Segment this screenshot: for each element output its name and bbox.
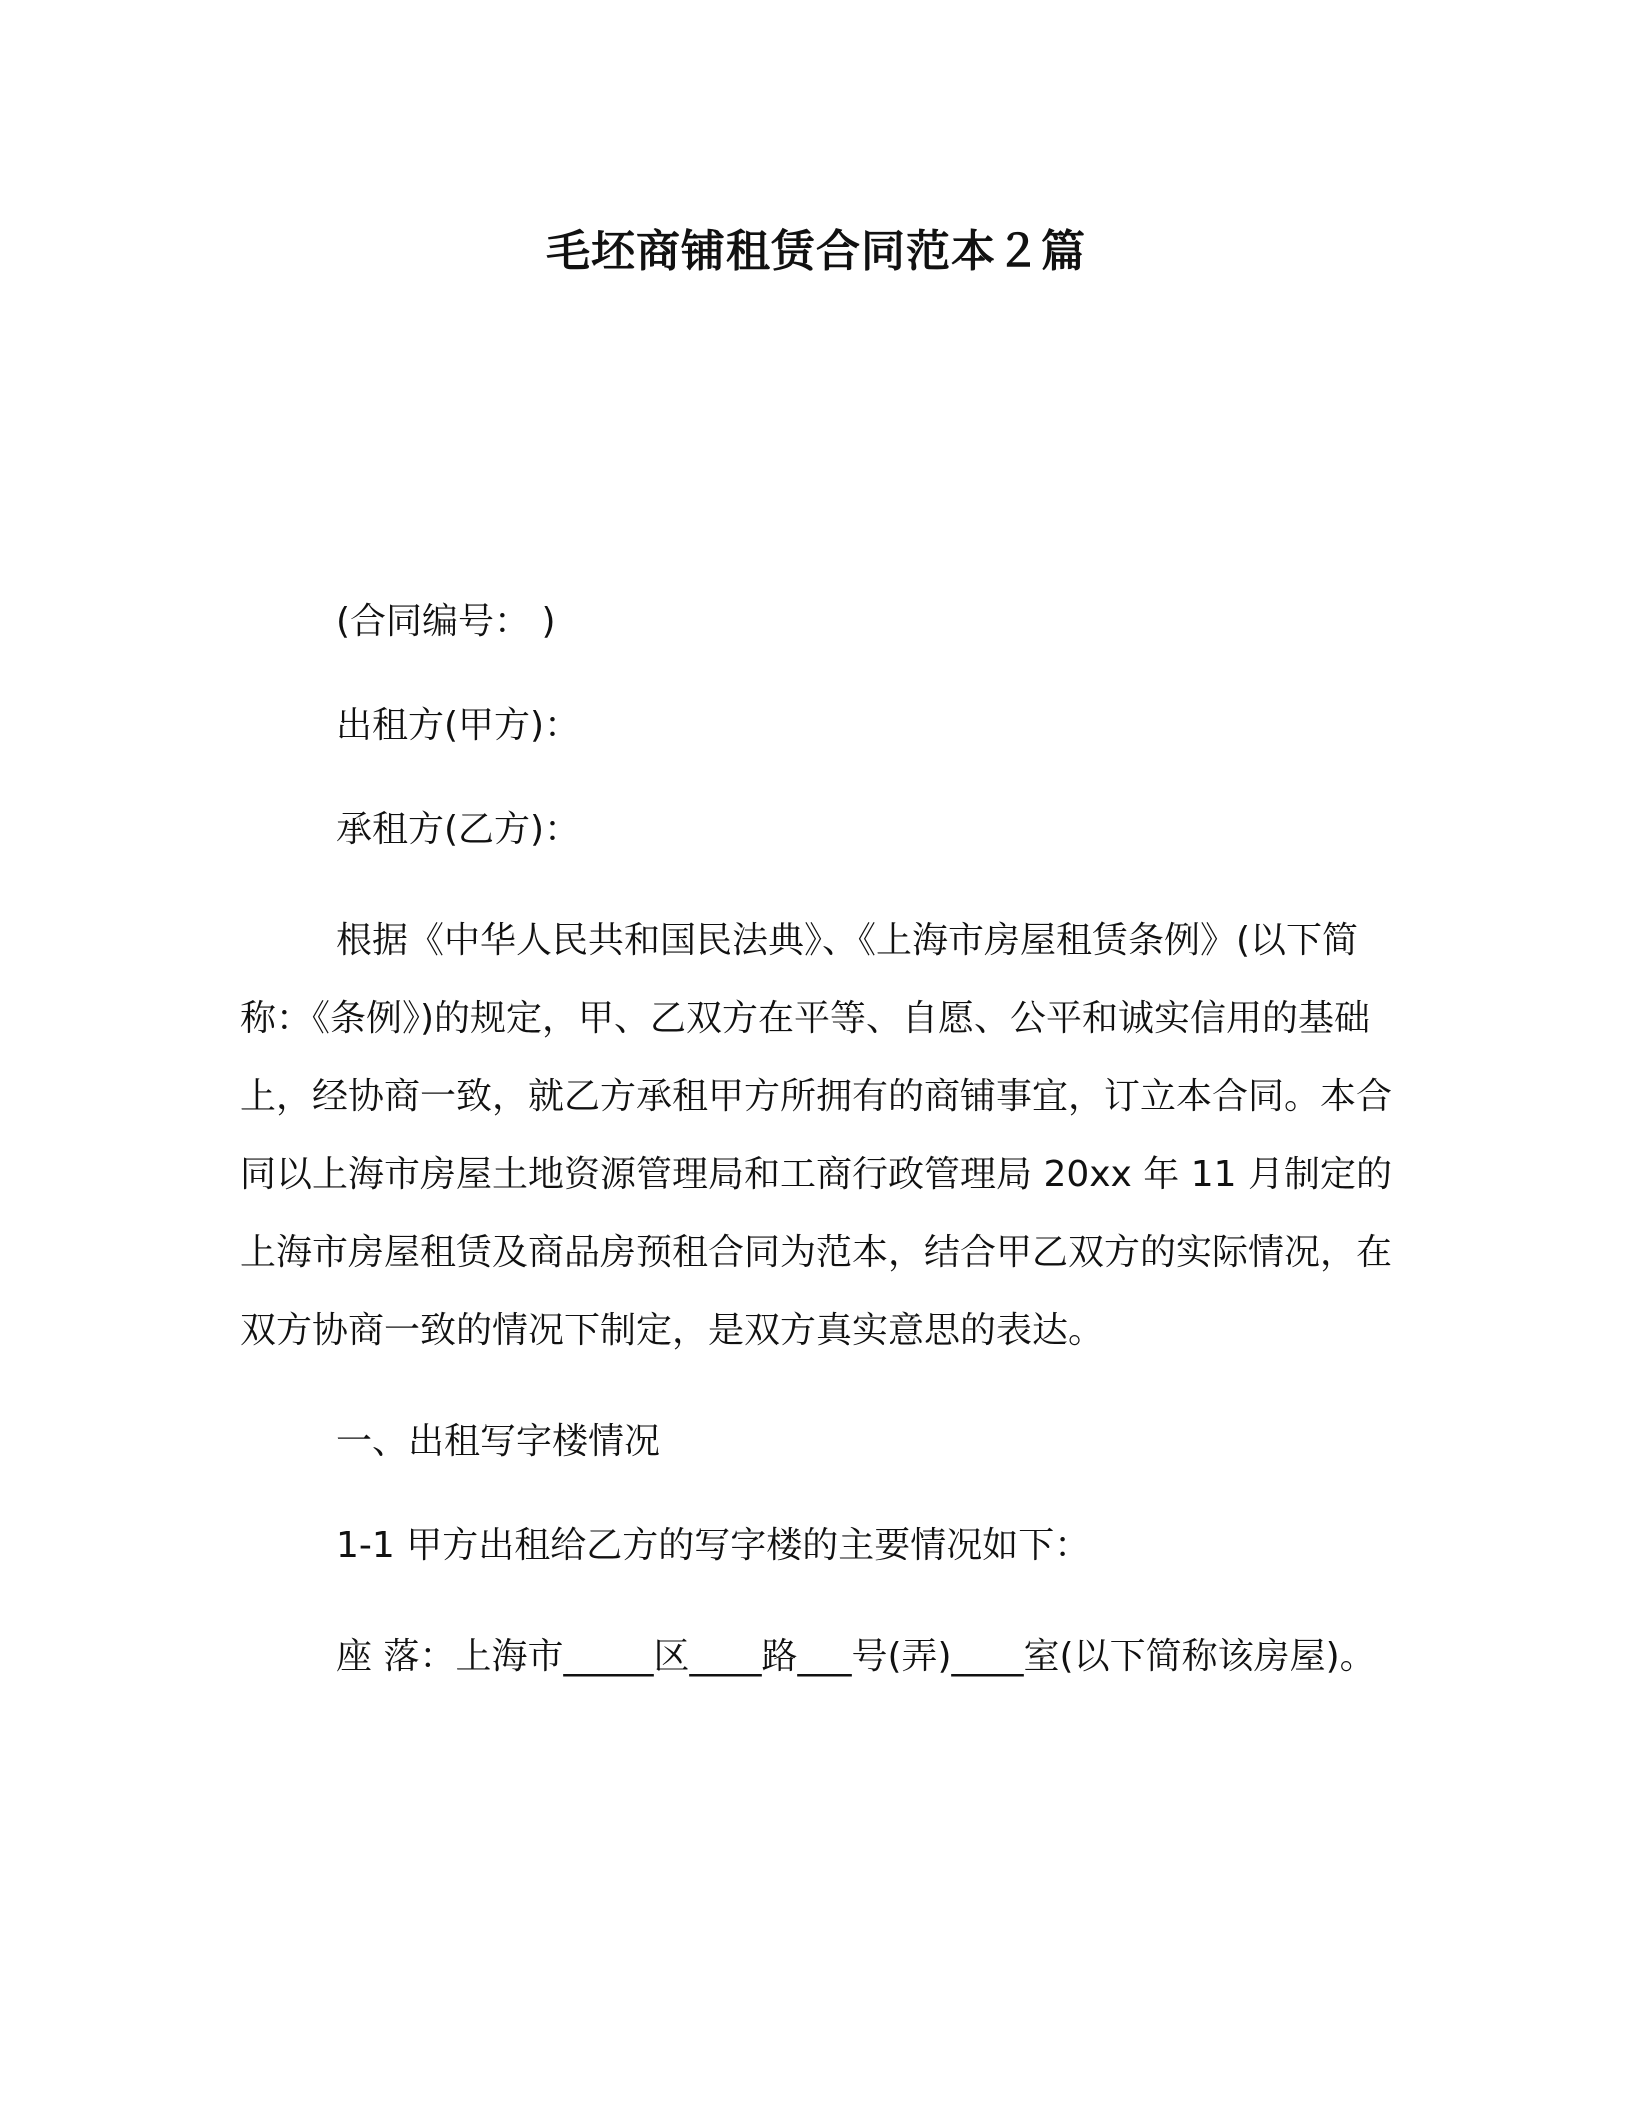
section-heading: 一、出租写字楼情况 xyxy=(336,1421,661,1462)
document-body xyxy=(240,590,1392,1736)
preamble-paragraph: 根据《中华人民共和国民法典》、《上海市房屋租赁条例》(以下简称：《条例》)的规定，甲、乙双方在平等、自愿、公平和诚实信用的基础上，经协商一致，就乙方承租甲方所拥有的商铺事宜，订立本合同。本合同以上海市房屋土地资源管理局和工商行政管理局 20xx 年 11 月制定的上海市房屋租赁及商品房预租合同为范本，结合甲乙双方的实际情况，在双方协商一致的情况下制定，是双方真实意思的表达。 xyxy=(240,920,1393,1351)
location-clause: 座 落：上海市_____区____路___号(弄)____室(以下简称该房屋)。 xyxy=(336,1636,1376,1677)
document-title: 毛坯商铺租赁合同范本２篇 xyxy=(546,226,1086,277)
lessor-line: 出租方(甲方)： xyxy=(336,705,581,746)
contract-number-line: (合同编号： ) xyxy=(336,601,556,642)
lessee-line: 承租方(乙方)： xyxy=(336,809,581,850)
clause-1-1: 1-1 甲方出租给乙方的写字楼的主要情况如下： xyxy=(336,1525,1091,1566)
